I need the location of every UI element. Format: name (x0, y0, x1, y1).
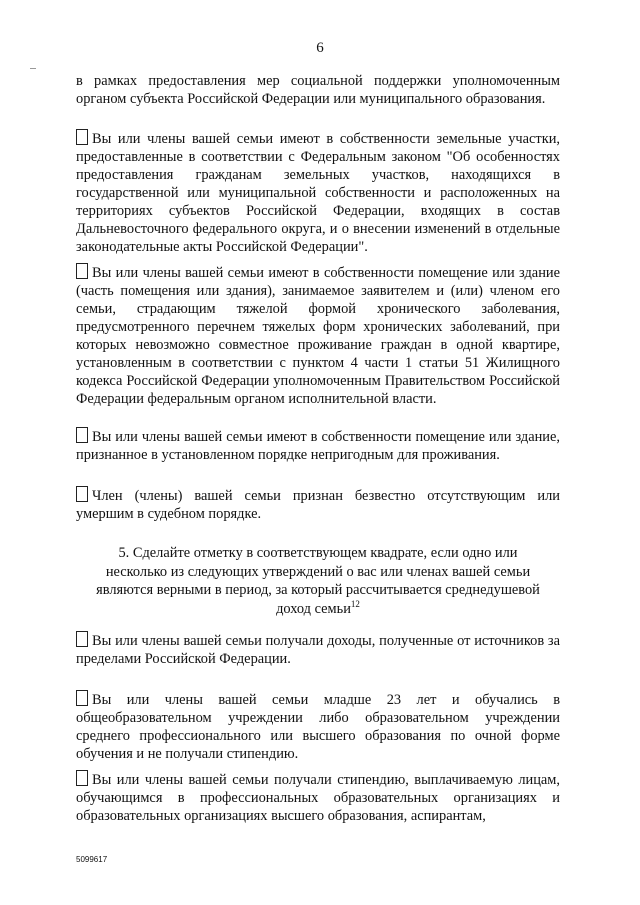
checkbox[interactable] (76, 427, 88, 443)
item-text: Член (члены) вашей семьи признан безвестно отсутствующим или умершим в судебном порядке. (76, 488, 560, 522)
intro-paragraph: в рамках предоставления мер социальной поддержки уполномоченным органом субъекта Российской Федерации или муниципального образования. (76, 73, 560, 107)
item-text: Вы или члены вашей семьи имеют в собственности помещение или здание, признанное в установленном порядке непригодным для проживания. (76, 429, 560, 463)
item-text: Вы или члены вашей семьи получали стипендию, выплачиваемую лицам, обучающимся в профессиональных образовательных организациях и образовательных организациях высшего образования, аспирантам, (76, 772, 560, 824)
margin-mark (30, 68, 36, 69)
checkbox[interactable] (76, 129, 88, 145)
section-heading (96, 544, 540, 618)
checkbox-item (76, 129, 560, 256)
item-land-plots (76, 129, 560, 256)
footnote-ref: 12 (350, 598, 360, 609)
checkbox[interactable] (76, 631, 88, 647)
item-students (76, 690, 560, 763)
item-text: Вы или члены вашей семьи имеют в собственности помещение или здание (часть помещения или здания), занимаемое заявителем и (или) членом его семьи, страдающим тяжелой формой хронического заболевания, предусмотренного перечнем тяжелых форм хронических заболеваний, при которых невозможно совместное проживание граждан в одной квартире, установленным в соответствии с пунктом 4 части 1 статьи 51 Жилищного кодекса Российской Федерации уполномоченным Правительством Российской Федерации федеральным органом исполнительной власти. (76, 265, 560, 407)
checkbox-item (76, 770, 560, 825)
page-number: 6 (316, 40, 324, 56)
checkbox[interactable] (76, 263, 88, 279)
checkbox[interactable] (76, 690, 88, 706)
item-chronic-disease (76, 263, 560, 408)
checkbox-item (76, 486, 560, 523)
item-text: Вы или члены вашей семьи младше 23 лет и обучались в общеобразовательном учреждении либо образовательном учреждении среднего профессионального или высшего образования по очной форме обучения и не получали стипендию. (76, 692, 560, 762)
item-unfit-housing (76, 427, 560, 464)
checkbox-item (76, 263, 560, 408)
checkbox[interactable] (76, 486, 88, 502)
item-stipend (76, 770, 560, 825)
item-foreign-income (76, 631, 560, 668)
checkbox[interactable] (76, 770, 88, 786)
item-missing-member (76, 486, 560, 523)
intro-block (76, 72, 560, 108)
item-text: Вы или члены вашей семьи получали доходы, полученные от источников за пределами Российской Федерации. (76, 633, 560, 667)
item-text: Вы или члены вашей семьи имеют в собственности земельные участки, предоставленные в соответствии с Федеральным законом "Об особенностях предоставления гражданам земельных участков, находящихся в государственной или муниципальной собственности и расположенных на территориях субъектов Российской Федерации, входящих в состав Дальневосточного федерального округа, и о внесении изменений в отдельные законодательные акты Российской Федерации". (76, 131, 560, 255)
section-5-heading (96, 544, 540, 618)
checkbox-item (76, 690, 560, 763)
document-code: 5099617 (76, 855, 108, 864)
checkbox-item (76, 631, 560, 668)
checkbox-item (76, 427, 560, 464)
section-heading-text: 5. Сделайте отметку в соответствующем квадрате, если одно или несколько из следующих утверждений о вас или членах вашей семьи являются верными в период, за который рассчитывается среднедушевой доход семьи (96, 545, 540, 617)
